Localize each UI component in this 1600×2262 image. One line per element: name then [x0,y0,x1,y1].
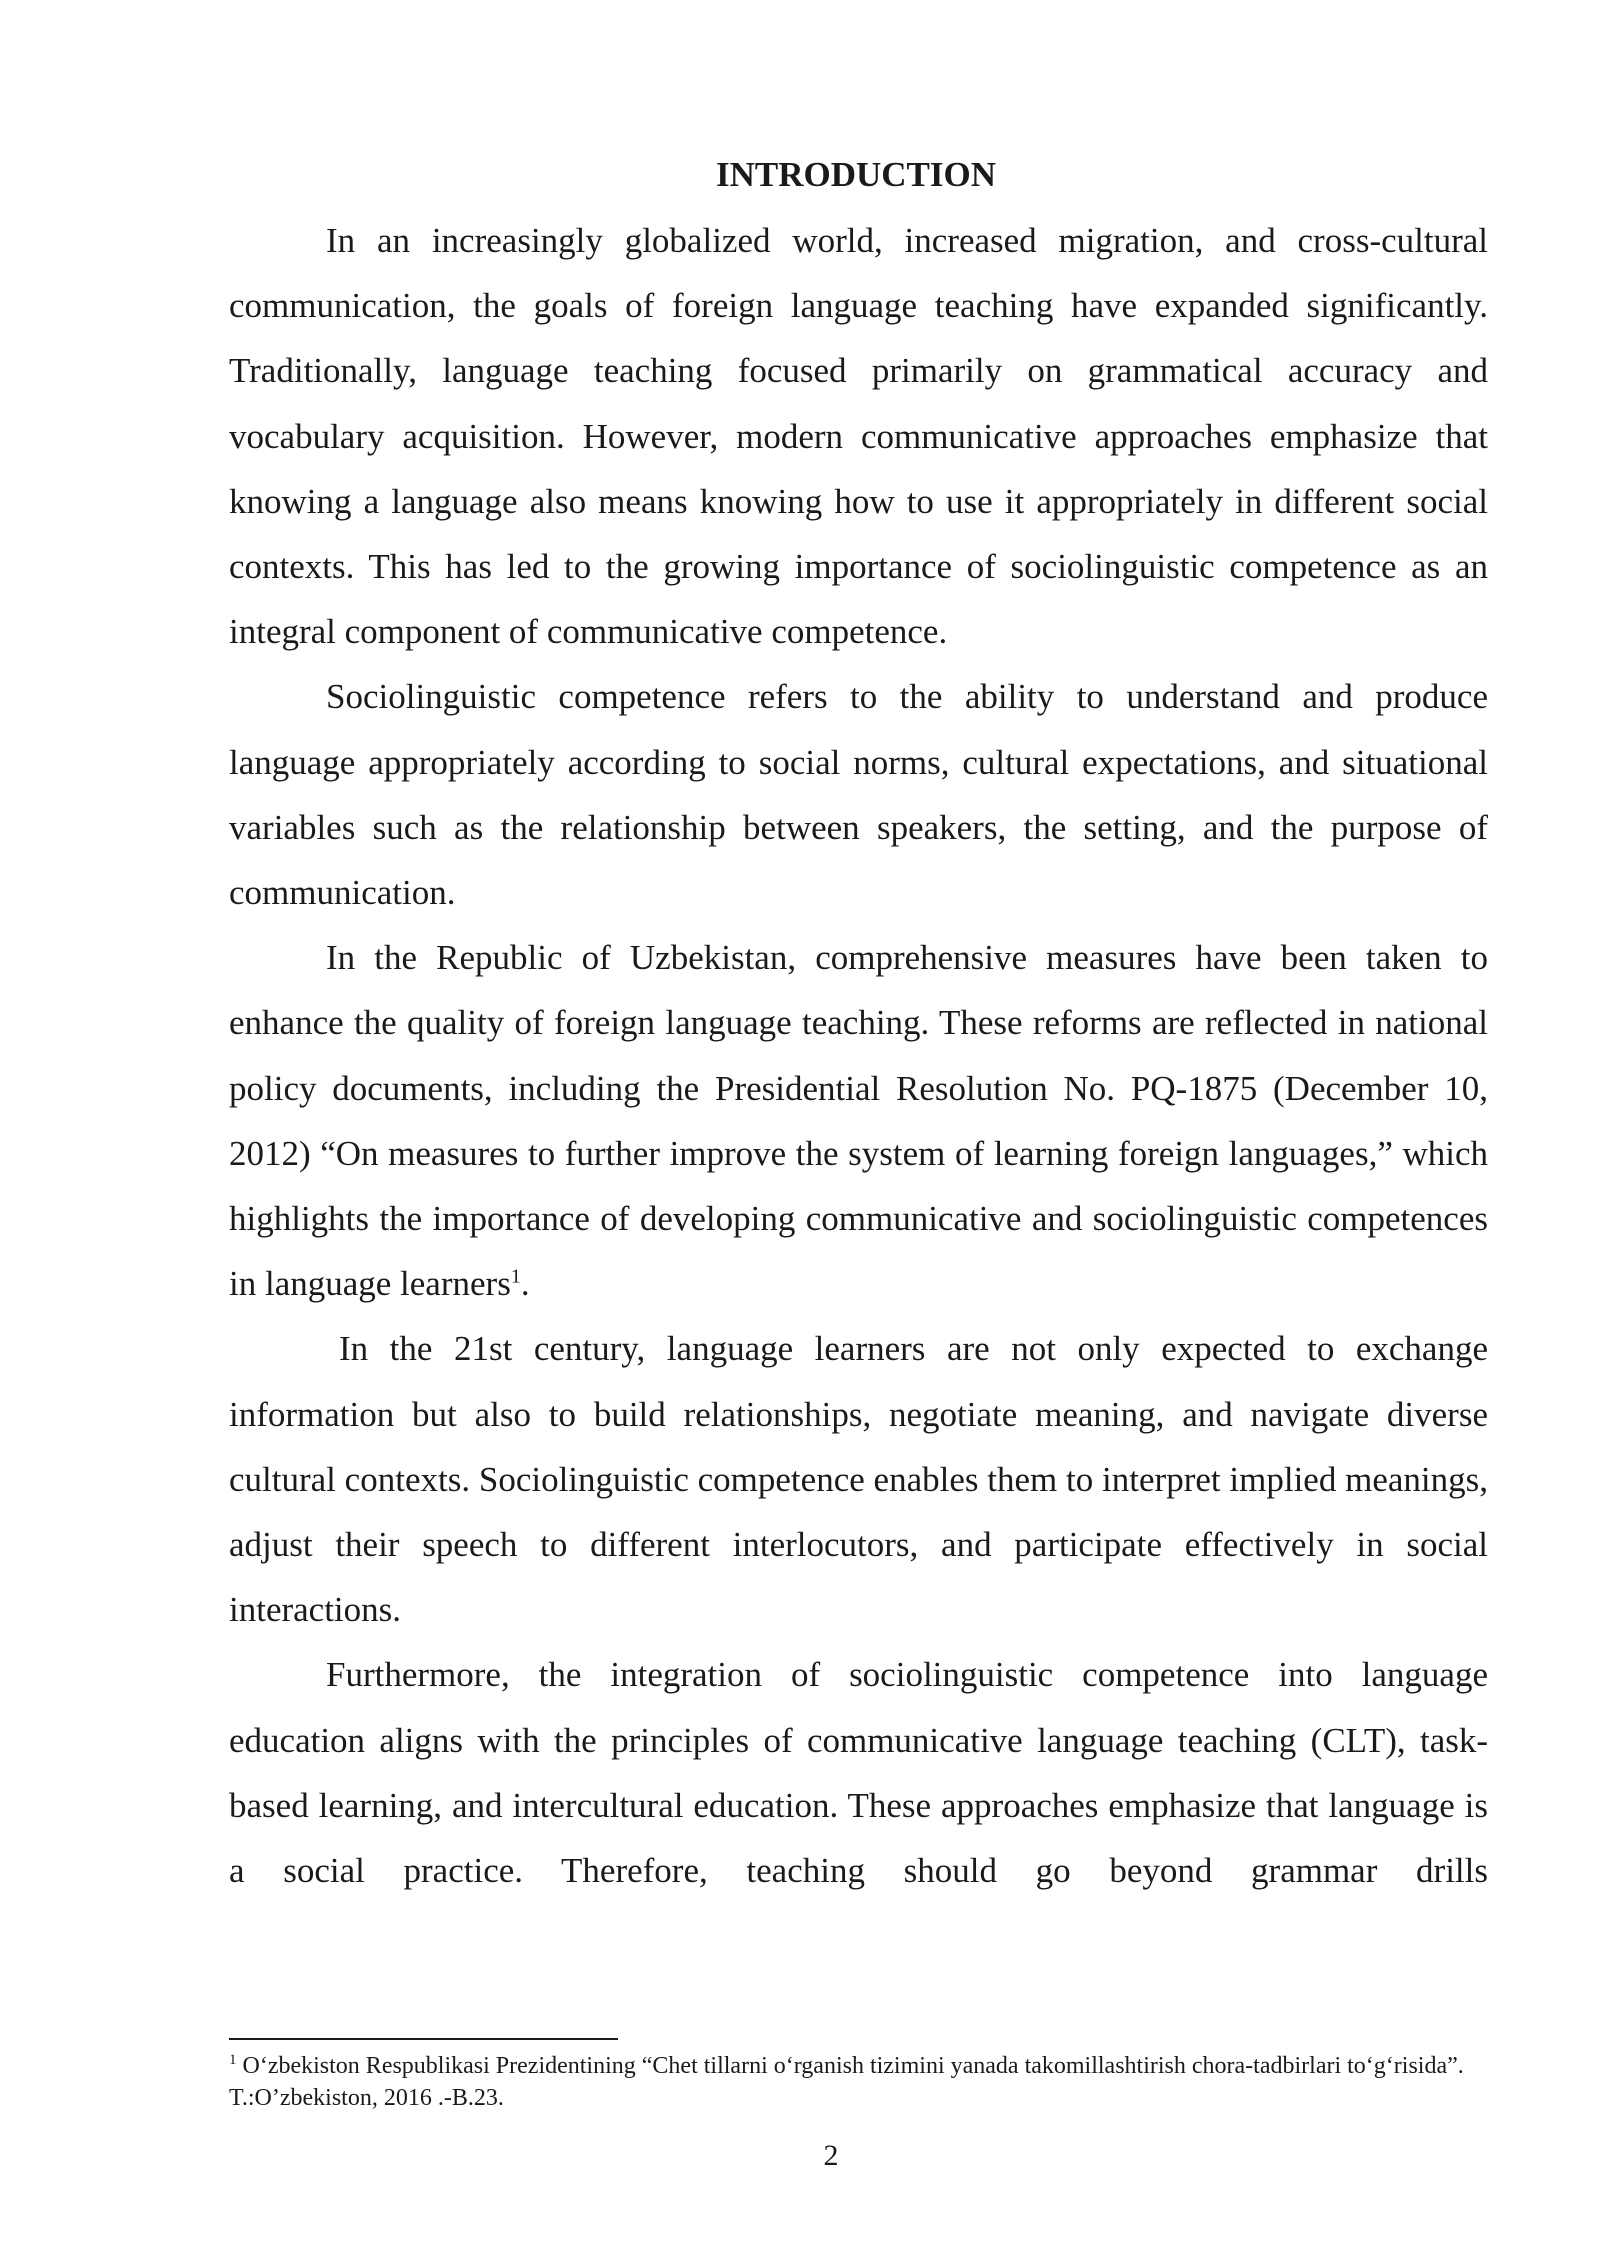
paragraph-3-text: In the Republic of Uzbekistan, comprehensive measures have been taken to enhance the quality of foreign language teaching. These reforms are reflected in national policy documents, including the Presidential Resolution No. PQ-1875 (December 10, 2012) “On measures to further improve the system of learning foreign languages,” which highlights the importance of developing communicative and sociolinguistic competences in language learners [229,938,1488,1304]
footnote-reference: 1 [510,1265,521,1288]
paragraph-4: In the 21st century, language learners are not only expected to exchange information but also to build relationships, negotiate meaning, and navigate diverse cultural contexts. Sociolinguistic competence enables them to interpret implied meanings, adjust their speech to different interlocutors, and participate effectively in social interactions. [229,1329,1488,1630]
paragraph-3 [229,925,1488,1316]
footnote-text: O‘zbekiston Respublikasi Prezidentining “Chet tillarni o‘rganish tizimini yanada takomillashtirish chora-tadbirlari to‘g‘risida”. T.:O’zbekiston, 2016 .-B.23. [229,2053,1464,2111]
paragraph-3-end: . [520,1264,530,1304]
page-title: INTRODUCTION [715,155,997,194]
footnote-divider [229,2038,618,2040]
footnote-marker: 1 [229,2052,237,2068]
paragraph-2: Sociolinguistic competence refers to the ability to understand and produce language appropriately according to social norms, cultural expectations, and situational variables such as the relationship between speakers, the setting, and the purpose of communication. [229,677,1488,913]
footnote [229,2050,1488,2114]
paragraph-1: In an increasingly globalized world, increased migration, and cross-cultural communication, the goals of foreign language teaching have expanded significantly. Traditionally, language teaching focused primarily on grammatical accuracy and vocabulary acquisition. However, modern communicative approaches emphasize that knowing a language also means knowing how to use it appropriately in different social contexts. This has led to the growing importance of sociolinguistic competence as an integral component of communicative competence. [229,221,1488,652]
paragraph-5: Furthermore, the integration of sociolinguistic competence into language education aligns with the principles of communicative language teaching (CLT), task-based learning, and intercultural education. These approaches emphasize that language is a social practice. Therefore, teaching should go beyond grammar drills [229,1655,1488,1891]
page-number: 2 [823,2139,839,2172]
body-text [229,208,1488,1903]
